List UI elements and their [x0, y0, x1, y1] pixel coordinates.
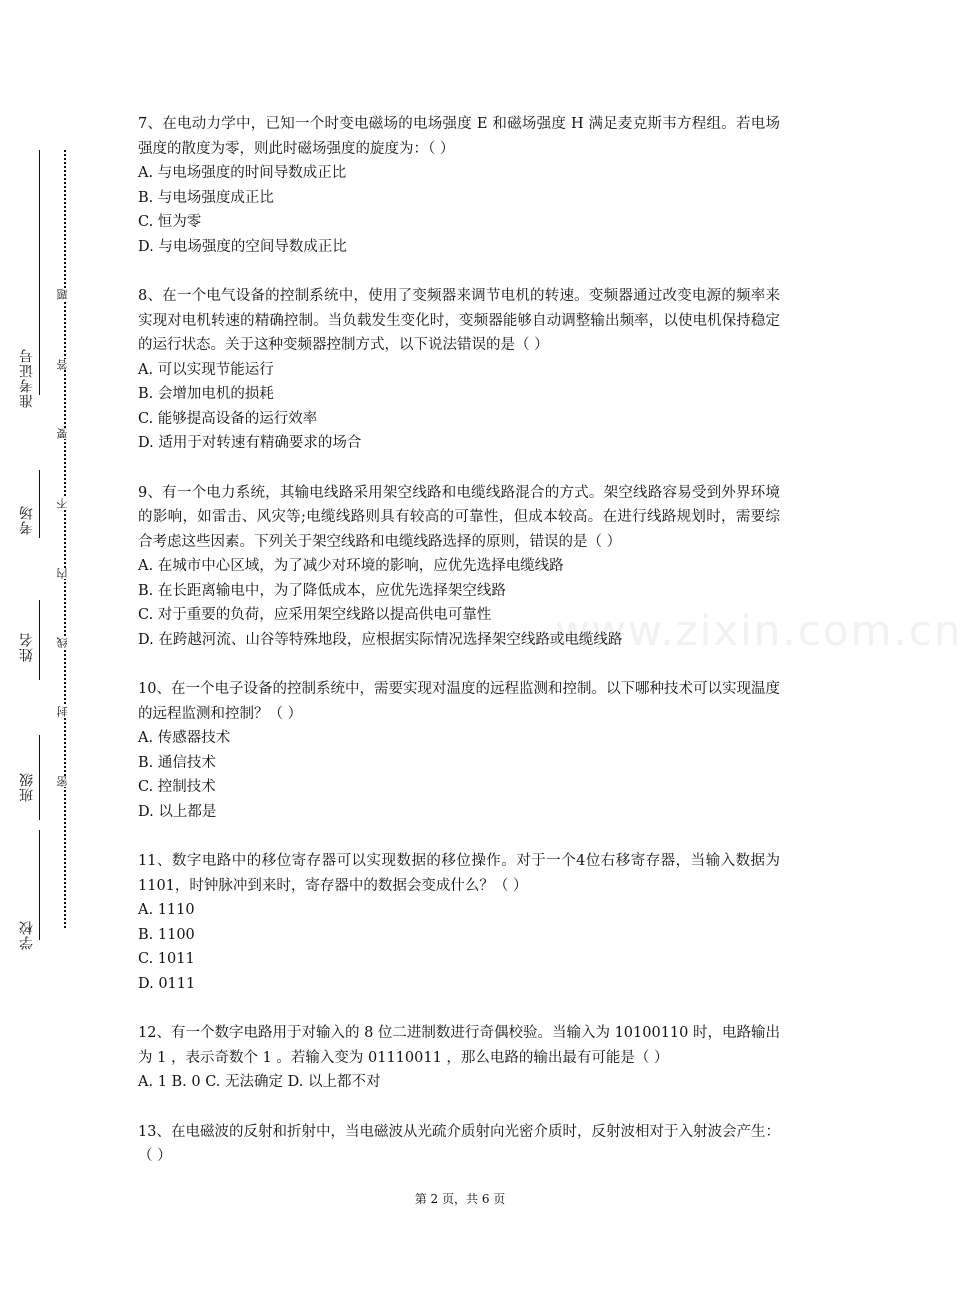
option-d: D. 0111 — [138, 975, 196, 992]
field-line-class — [39, 735, 40, 820]
option-d: D. 适用于对转速有精确要求的场合 — [138, 435, 362, 451]
option-b: B. 通信技术 — [138, 754, 216, 771]
label-exam-room: 考场 — [19, 505, 35, 535]
seal-char: 密 — [56, 776, 69, 787]
field-line-school — [39, 830, 40, 940]
option-d: D. 以上都是 — [138, 803, 217, 820]
field-line-name — [39, 600, 40, 680]
seal-char: 内 — [56, 568, 69, 579]
option-a: A. 传感器技术 — [138, 730, 231, 746]
option-c: C. 恒为零 — [138, 214, 202, 230]
seal-char: 不 — [56, 498, 69, 509]
label-exam-id: 准考证号 — [19, 348, 35, 408]
question-11 — [138, 849, 780, 996]
option-c: C. 能够提高设备的运行效率 — [138, 410, 318, 427]
question-13 — [138, 1120, 780, 1169]
seal-char: 封 — [56, 706, 69, 717]
options-inline: A. 1 B. 0 C. 无法确定 D. 以上都不对 — [138, 1074, 381, 1090]
label-school: 学校 — [19, 920, 35, 950]
option-a: A. 在城市中心区域，为了减少对环境的影响，应优先选择电缆线路 — [138, 558, 564, 574]
option-a: A. 1110 — [138, 902, 195, 918]
field-line-exam-id — [39, 150, 40, 395]
option-b: B. 与电场强度成正比 — [138, 189, 274, 206]
seal-char: 题 — [56, 289, 69, 300]
question-stem: 10、在一个电子设备的控制系统中，需要实现对温度的远程监测和控制。以下哪种技术可以实现温度的远程监测和控制？（ ） — [138, 681, 780, 722]
seal-char: 要 — [56, 428, 69, 439]
question-stem: 8、在一个电气设备的控制系统中，使用了变频器来调节电机的转速。变频器通过改变电源的频率来实现对电机转速的精确控制。当负载发生变化时，变频器能够自动调整输出频率，以使电机保持稳定的运行状态。关于这种变频器控制方式，以下说法错误的是（ ） — [138, 288, 780, 353]
option-b: B. 在长距离输电中，为了降低成本，应优先选择架空线路 — [138, 582, 506, 599]
question-stem: 13、在电磁波的反射和折射中，当电磁波从光疏介质射向光密介质时，反射波相对于入射波会产生：（ ） — [138, 1123, 780, 1164]
question-12 — [138, 1021, 780, 1095]
option-c: C. 控制技术 — [138, 779, 216, 795]
question-stem: 12、有一个数字电路用于对输入的 8 位二进制数进行奇偶校验。当输入为 10100110 时，电路输出为 1 ，表示奇数个 1 。若输入变为 01110011 ，那么电路的输出最有可能是（ ） — [138, 1025, 780, 1066]
option-d: D. 在跨越河流、山谷等特殊地段，应根据实际情况选择架空线路或电缆线路 — [138, 631, 623, 648]
question-stem: 11、数字电路中的移位寄存器可以实现数据的移位操作。对于一个4位右移寄存器，当输入数据为 1101，时钟脉冲到来时，寄存器中的数据会变成什么？（ ） — [138, 853, 780, 894]
option-c: C. 1011 — [138, 951, 195, 967]
option-b: B. 会增加电机的损耗 — [138, 386, 274, 402]
option-c: C. 对于重要的负荷，应采用架空线路以提高供电可靠性 — [138, 607, 492, 623]
question-9 — [138, 481, 780, 653]
option-a: A. 可以实现节能运行 — [138, 361, 274, 378]
option-d: D. 与电场强度的空间导数成正比 — [138, 238, 347, 255]
field-line-exam-room — [39, 470, 40, 538]
label-class: 班级 — [19, 772, 35, 802]
question-stem: 7、在电动力学中，已知一个时变电磁场的电场强度 E 和磁场强度 H 满足麦克斯韦方程组。若电场强度的散度为零，则此时磁场强度的旋度为：（ ） — [138, 116, 780, 157]
seal-char: 答 — [56, 359, 69, 370]
seal-dotted-line — [64, 150, 66, 928]
option-b: B. 1100 — [138, 926, 195, 943]
question-7 — [138, 112, 780, 259]
option-a: A. 与电场强度的时间导数成正比 — [138, 165, 347, 181]
label-name: 姓名 — [19, 632, 35, 662]
watermark: www.zixin.com.cn — [555, 606, 963, 655]
question-8 — [138, 284, 780, 456]
seal-char: 线 — [56, 637, 69, 648]
question-stem: 9、有一个电力系统，其输电线路采用架空线路和电缆线路混合的方式。架空线路容易受到外界环境的影响，如雷击、风灾等;电缆线路则具有较高的可靠性，但成本较高。在进行线路规划时，需要综合考虑这些因素。下列关于架空线路和电缆线路选择的原则，错误的是（ ） — [138, 484, 780, 550]
question-10 — [138, 677, 780, 824]
binding-strip — [0, 0, 100, 1302]
page-number: 第 2 页，共 6 页 — [414, 1192, 506, 1206]
question-list — [138, 112, 780, 1194]
